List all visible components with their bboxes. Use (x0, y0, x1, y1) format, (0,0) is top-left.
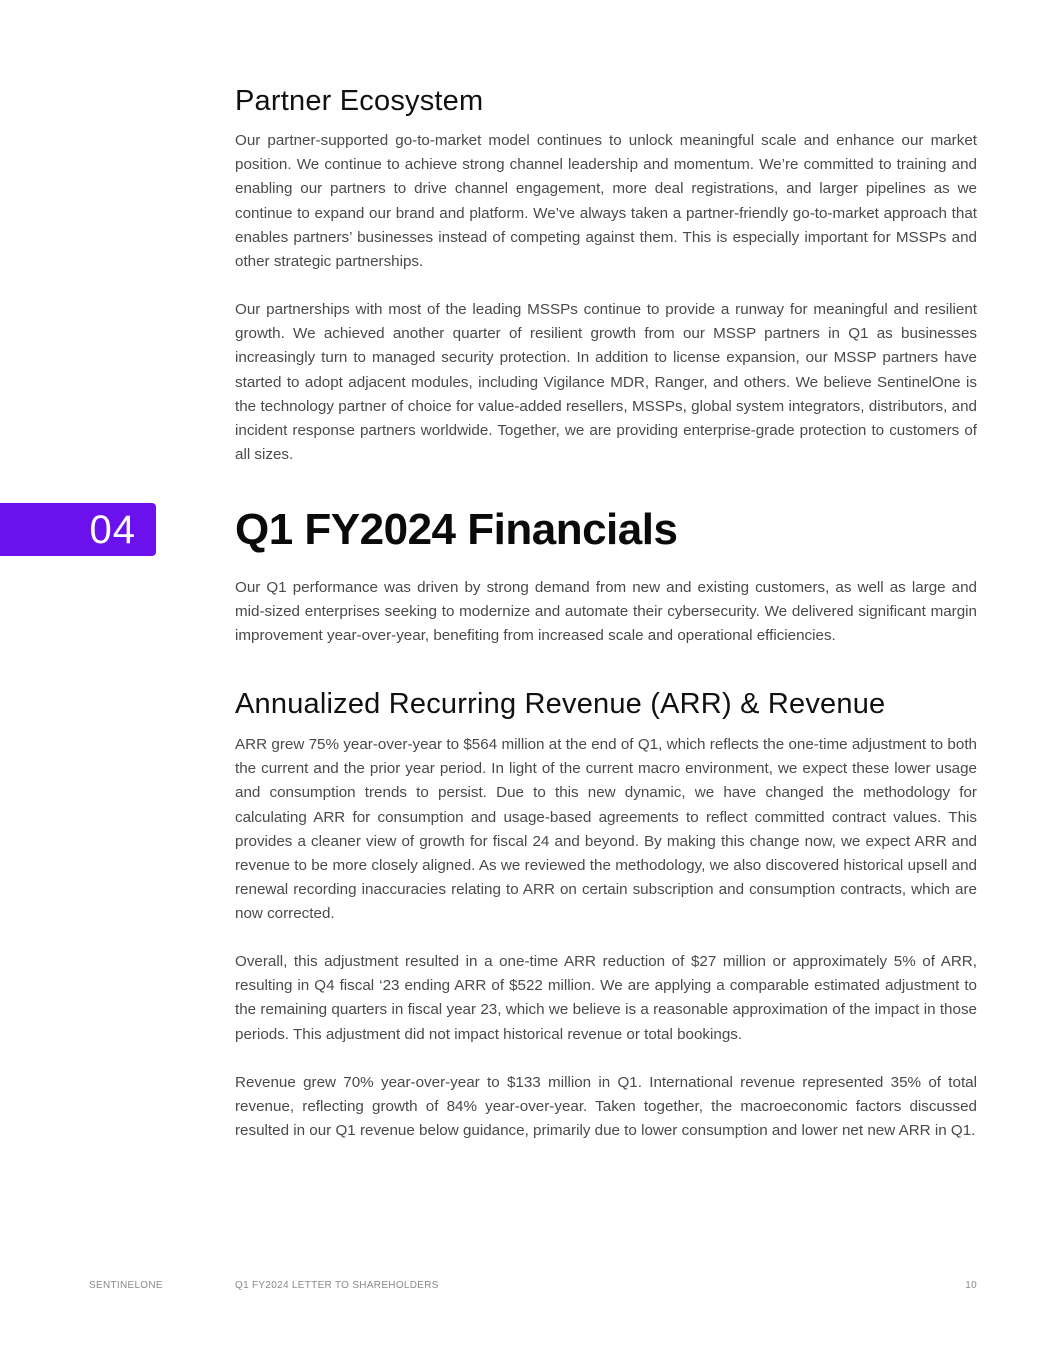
section-number-tab (0, 503, 156, 556)
arr-heading: Annualized Recurring Revenue (ARR) & Revenue (235, 688, 886, 720)
section-number: 04 (89, 508, 136, 552)
arr-paragraph-3: Revenue grew 70% year-over-year to $133 million in Q1. International revenue represented 35% of total revenue, reflecting growth of 84% year-over-year. Taken together, the macroeconomic factors discussed resulted in our Q1 revenue below guidance, primarily due to lower consumption and lower net new ARR in Q1. (235, 1074, 977, 1140)
section-title: Q1 FY2024 Financials (235, 505, 678, 554)
financials-intro: Our Q1 performance was driven by strong demand from new and existing customers, as well as large and mid-sized enterprises seeking to modernize and automate their cybersecurity. We delivered significant margin improvement year-over-year, benefiting from increased scale and operational efficiencies. (235, 579, 977, 645)
footer-company: SENTINELONE (89, 1280, 163, 1291)
footer-page-number: 10 (965, 1280, 977, 1291)
arr-paragraph-2: Overall, this adjustment resulted in a one-time ARR reduction of $27 million or approximately 5% of ARR, resulting in Q4 fiscal ‘23 ending ARR of $522 million. We are applying a comparable estimated adjustment to the remaining quarters in fiscal year 23, which we believe is a reasonable approximation of the impact in those periods. This adjustment did not impact historical revenue or total bookings. (235, 953, 977, 1043)
footer-document-title: Q1 FY2024 LETTER TO SHAREHOLDERS (235, 1280, 439, 1291)
arr-paragraph-1: ARR grew 75% year-over-year to $564 million at the end of Q1, which reflects the one-time adjustment to both the current and the prior year period. In light of the current macro environment, we expect these lower usage and consumption trends to persist. Due to this new dynamic, we have changed the methodology for calculating ARR for consumption and usage-based agreements to reflect committed contract values. This provides a cleaner view of growth for fiscal 24 and beyond. By making this change now, we expect ARR and revenue to be more closely aligned. As we reviewed the methodology, we also discovered historical upsell and renewal recording inaccuracies relating to ARR on certain subscription and consumption contracts, which are now corrected. (235, 736, 977, 923)
partner-ecosystem-heading: Partner Ecosystem (235, 85, 484, 117)
partner-paragraph-1: Our partner-supported go-to-market model continues to unlock meaningful scale and enhance our market position. We continue to achieve strong channel leadership and momentum. We’re committed to training and enabling our partners to drive channel engagement, more deal registrations, and larger pipelines as we continue to expand our brand and platform. We’ve always taken a partner-friendly go-to-market approach that enables partners’ businesses instead of competing against them. This is especially important for MSSPs and other strategic partnerships. (235, 132, 977, 271)
partner-paragraph-2: Our partnerships with most of the leading MSSPs continue to provide a runway for meaningful and resilient growth. We achieved another quarter of resilient growth from our MSSP partners in Q1 as businesses increasingly turn to managed security protection. In addition to license expansion, our MSSP partners have started to adopt adjacent modules, including Vigilance MDR, Ranger, and others. We believe SentinelOne is the technology partner of choice for value-added resellers, MSSPs, global system integrators, distributors, and incident response partners worldwide. Together, we are providing enterprise-grade protection to customers of all sizes. (235, 301, 977, 464)
